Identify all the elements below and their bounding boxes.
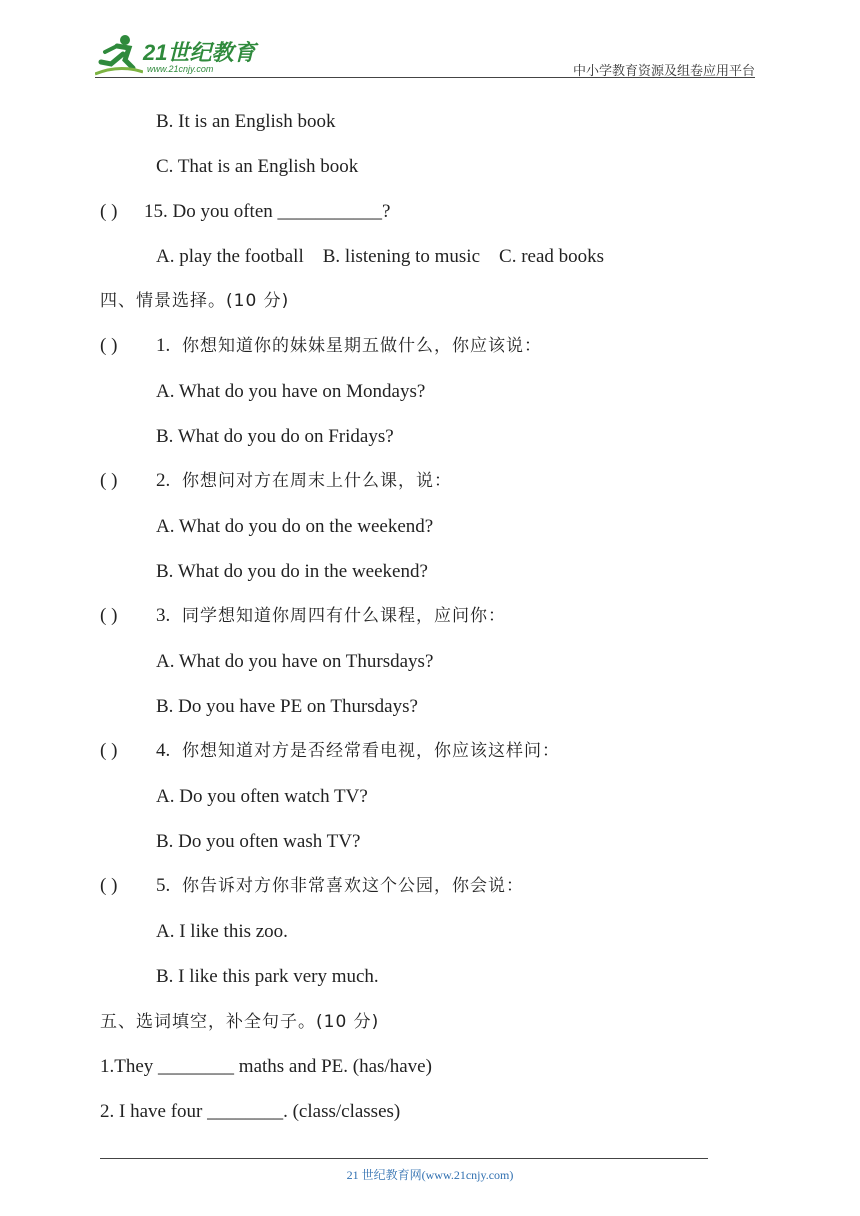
question-text: 你想知道你的妹妹星期五做什么，你应该说： xyxy=(182,336,542,356)
s4-q4-row xyxy=(100,739,560,763)
question-number: 4. xyxy=(156,740,171,761)
question-text: 你想知道对方是否经常看电视，你应该这样问： xyxy=(182,741,560,761)
s4-q2-option-b: B. What do you do in the weekend? xyxy=(156,561,428,582)
header-platform-text: 中小学教育资源及组卷应用平台 xyxy=(572,63,755,78)
s4-q1-option-b: B. What do you do on Fridays? xyxy=(156,426,394,447)
footer-divider xyxy=(100,1158,708,1159)
s4-q4-option-a: A. Do you often watch TV? xyxy=(156,786,368,807)
answer-paren[interactable]: ( ) xyxy=(100,335,118,356)
q15-row xyxy=(100,200,390,224)
s4-q3-option-a: A. What do you have on Thursdays? xyxy=(156,651,434,672)
question-number: 3. xyxy=(156,605,171,626)
q15-text: 15. Do you often ___________? xyxy=(144,201,391,222)
s4-q5-option-b: B. I like this park very much. xyxy=(156,966,379,987)
logo-url: www.21cnjy.com xyxy=(147,64,214,74)
s4-q4-option-b: B. Do you often wash TV? xyxy=(156,831,361,852)
answer-paren[interactable]: ( ) xyxy=(100,875,118,896)
s5-item-1: 1.They ________ maths and PE. (has/have) xyxy=(100,1056,432,1077)
s4-q5-row xyxy=(100,874,524,898)
question-number: 5. xyxy=(156,875,171,896)
s5-item-2: 2. I have four ________. (class/classes) xyxy=(100,1101,401,1122)
footer-text[interactable]: 21 世纪教育网(www.21cnjy.com) xyxy=(346,1168,514,1182)
answer-paren[interactable]: ( ) xyxy=(100,605,118,626)
question-text: 你想问对方在周末上什么课，说： xyxy=(182,471,452,491)
section4-title: 四、情景选择。(10 分) xyxy=(100,291,290,311)
page-header xyxy=(95,28,755,78)
question-text: 你告诉对方你非常喜欢这个公园，你会说： xyxy=(182,876,524,896)
question-text: 同学想知道你周四有什么课程，应问你： xyxy=(182,606,506,626)
header-divider xyxy=(95,77,755,78)
s4-q3-option-b: B. Do you have PE on Thursdays? xyxy=(156,696,418,717)
question-number: 2. xyxy=(156,470,171,491)
answer-paren[interactable]: ( ) xyxy=(100,740,118,761)
q14-option-b: B. It is an English book xyxy=(156,111,336,132)
s4-q2-row xyxy=(100,469,452,493)
s4-q5-option-a: A. I like this zoo. xyxy=(156,921,288,942)
s4-q1-option-a: A. What do you have on Mondays? xyxy=(156,381,426,402)
q15-options: A. play the football B. listening to music C. read books xyxy=(156,246,605,267)
site-logo xyxy=(95,34,270,78)
runner-logo-icon xyxy=(95,34,143,78)
logo-text: 21世纪教育 xyxy=(143,40,256,65)
answer-paren[interactable]: ( ) xyxy=(100,201,118,222)
question-number: 1. xyxy=(156,335,171,356)
answer-paren[interactable]: ( ) xyxy=(100,470,118,491)
section5-title: 五、选词填空，补全句子。(10 分) xyxy=(100,1012,380,1032)
q14-option-c: C. That is an English book xyxy=(156,156,359,177)
s4-q1-row xyxy=(100,334,542,358)
s4-q2-option-a: A. What do you do on the weekend? xyxy=(156,516,434,537)
s4-q3-row xyxy=(100,604,506,628)
